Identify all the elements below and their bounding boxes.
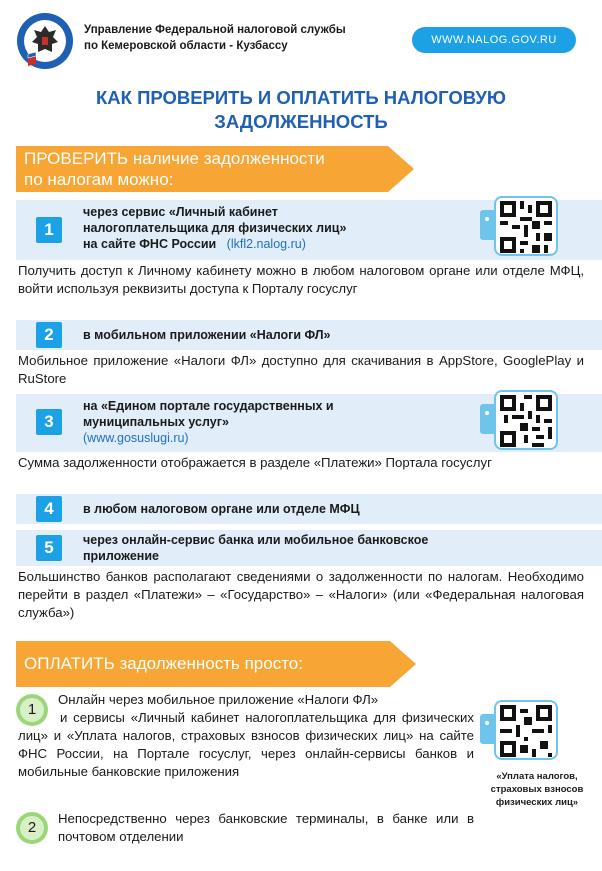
pay-item-1-line-1: Онлайн через мобильное приложение «Налоги ФЛ» xyxy=(58,692,379,707)
check-banner xyxy=(16,146,416,192)
check-item-4-line-1: в любом налоговом органе или отделе МФЦ xyxy=(83,502,360,516)
pay-banner-word: ОПЛАТИТЬ xyxy=(24,654,115,673)
qr-code-icon xyxy=(500,201,552,253)
qr-code-icon xyxy=(500,705,552,757)
check-banner-line-2: по налогам можно: xyxy=(24,170,174,189)
check-item-3-line-1: на «Едином портале государственных и xyxy=(83,399,334,413)
check-item-2-description: Мобильное приложение «Налоги ФЛ» доступно для скачивания в AppStore, GooglePlay и RuStore xyxy=(18,353,584,386)
check-item-5-text xyxy=(83,532,428,564)
qr-frame xyxy=(494,390,558,450)
page-title xyxy=(30,86,572,134)
header xyxy=(0,0,602,80)
qr-tab-dot xyxy=(485,411,489,415)
org-line-1: Управление Федеральной налоговой службы xyxy=(84,24,346,36)
check-item-5-band xyxy=(16,530,602,566)
title-line-2: ЗАДОЛЖЕННОСТЬ xyxy=(214,111,388,132)
check-banner-word: ПРОВЕРИТЬ xyxy=(24,149,129,168)
lkfl-link[interactable]: (lkfl2.nalog.ru) xyxy=(226,237,306,251)
fns-emblem-icon xyxy=(16,12,74,70)
check-item-2-band xyxy=(16,320,602,350)
check-item-4-band xyxy=(16,494,602,524)
check-item-1-description: Получить доступ к Личному кабинету можно в любом налоговом органе или отделе МФЦ, войти используя реквизиты доступа к Порталу госуслуг xyxy=(18,263,584,296)
pay-banner-text xyxy=(24,653,303,674)
pay-item-1-rest: и сервисы «Личный кабинет налогоплательщика для физических лиц» и «Уплата налогов, страховых взносов физических лиц» на сайте ФНС России, на Портале госуслуг, через онлайн-сервисы банков и мобильные банковские приложения xyxy=(18,710,474,779)
check-item-4-number: 4 xyxy=(36,496,62,522)
check-item-5-number: 5 xyxy=(36,535,62,561)
title-line-1: КАК ПРОВЕРИТЬ И ОПЛАТИТЬ НАЛОГОВУЮ xyxy=(95,87,506,108)
check-item-3-number: 3 xyxy=(36,409,62,435)
qr-frame xyxy=(494,700,558,760)
check-item-3-line-2: муниципальных услуг» xyxy=(83,415,229,429)
pay-item-2-number-label: 2 xyxy=(20,816,44,840)
qr-code-gosuslugi[interactable] xyxy=(480,390,580,452)
qr-code-icon xyxy=(500,395,552,447)
organization-name xyxy=(84,22,384,54)
check-item-5-line-1: через онлайн-сервис банка или мобильное банковское xyxy=(83,533,429,547)
qr-code-lkfl[interactable] xyxy=(480,196,580,258)
check-item-2-line-1: в мобильном приложении «Налоги ФЛ» xyxy=(83,328,331,342)
pay-item-2-text: Непосредственно через банковские терминалы, в банке или в почтовом отделении xyxy=(58,811,474,844)
check-item-2-number: 2 xyxy=(36,322,62,348)
gosuslugi-link[interactable]: (www.gosuslugi.ru) xyxy=(83,431,189,445)
qr-tab-dot xyxy=(485,721,489,725)
check-item-1-line-1: через сервис «Личный кабинет xyxy=(83,205,278,219)
pay-item-2-number xyxy=(16,812,48,844)
check-item-1-text xyxy=(83,204,346,252)
pay-item-1-number-label: 1 xyxy=(20,698,44,722)
check-item-1-line-3-text: на сайте ФНС России xyxy=(83,237,217,251)
check-item-1-line-3 xyxy=(83,236,346,252)
check-item-3-description: Сумма задолженности отображается в разделе «Платежи» Портала госуслуг xyxy=(18,455,492,470)
pay-banner-rest: задолженность просто: xyxy=(114,654,303,673)
check-item-1-number: 1 xyxy=(36,217,62,243)
check-item-3-text xyxy=(83,398,334,446)
qr-tab-dot xyxy=(485,217,489,221)
check-item-5-description: Большинство банков располагают сведениями о задолженности по налогам. Необходимо перейти в раздел «Платежи» – «Государство» – «Налоги» (или «Федеральная налоговая служба») xyxy=(18,569,584,620)
qr-payment-caption: «Уплата налогов, страховых взносов физических лиц» xyxy=(490,771,584,808)
qr-frame xyxy=(494,196,558,256)
org-line-2: по Кемеровской области - Кузбассу xyxy=(84,40,288,52)
check-item-5-line-2: приложение xyxy=(83,549,159,563)
check-banner-rest: наличие задолженности xyxy=(128,149,325,168)
website-button[interactable]: WWW.NALOG.GOV.RU xyxy=(412,27,576,53)
qr-code-payment[interactable] xyxy=(480,700,580,762)
check-item-1-line-2: налогоплательщика для физических лиц» xyxy=(83,221,347,235)
pay-banner xyxy=(16,641,418,687)
check-banner-text xyxy=(24,148,325,190)
